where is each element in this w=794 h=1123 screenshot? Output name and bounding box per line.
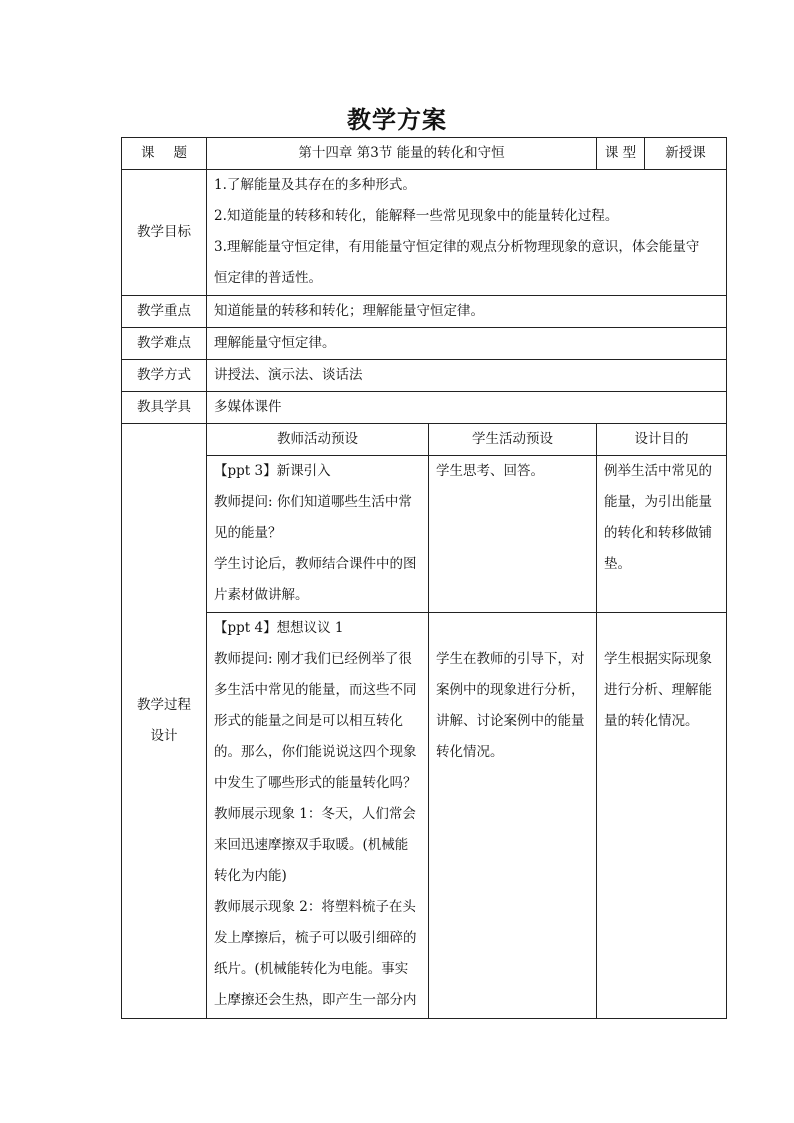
- key-points-value: 知道能量的转移和转化；理解能量守恒定律。: [207, 296, 727, 328]
- header-design-purpose: 设计目的: [597, 424, 727, 456]
- process-label: 教学过程 设计: [122, 424, 207, 1019]
- header-student-activity: 学生活动预设: [429, 424, 597, 456]
- difficult-points-value: 理解能量守恒定律。: [207, 328, 727, 360]
- process-header-row: [122, 424, 727, 456]
- header-teacher-activity: 教师活动预设: [207, 424, 429, 456]
- teaching-tools-value: 多媒体课件: [207, 392, 727, 424]
- row-teaching-tools: [122, 392, 727, 424]
- difficult-points-label: 教学难点: [122, 328, 207, 360]
- teaching-method-label: 教学方式: [122, 360, 207, 392]
- row-teaching-method: [122, 360, 727, 392]
- goal-line: 1.了解能量及其存在的多种形式。: [214, 177, 416, 193]
- process-row-1: [122, 456, 727, 613]
- key-points-label: 教学重点: [122, 296, 207, 328]
- goal-line: 2.知道能量的转移和转化，能解释一些常见现象中的能量转化过程。: [214, 208, 619, 224]
- student-activity: 学生思考、回答。: [429, 456, 597, 613]
- teaching-tools-label: 教具学具: [122, 392, 207, 424]
- lesson-type-value: 新授课: [645, 138, 727, 170]
- goal-line: 3.理解能量守恒定律，有用能量守恒定律的观点分析物理现象的意识，体会能量守: [214, 239, 700, 255]
- goal-line: 恒定律的普适性。: [214, 270, 322, 286]
- goals-content: [207, 170, 727, 296]
- goals-label: 教学目标: [122, 170, 207, 296]
- row-difficult-points: [122, 328, 727, 360]
- process-row-2: [122, 613, 727, 1019]
- student-activity: 学生在教师的引导下，对 案例中的现象进行分析， 讲解、讨论案例中的能量 转化情况。: [429, 613, 597, 1019]
- row-goals: [122, 170, 727, 296]
- page-title: 教学方案: [347, 105, 447, 134]
- row-key-points: [122, 296, 727, 328]
- teacher-activity: 【ppt 3】新课引入 教师提问: 你们知道哪些生活中常 见的能量？ 学生讨论后，教师结合课件中的图 片素材做讲解。: [207, 456, 429, 613]
- topic-label: 课 题: [122, 138, 207, 170]
- lesson-plan-table: [121, 137, 727, 1019]
- teaching-method-value: 讲授法、演示法、谈话法: [207, 360, 727, 392]
- topic-value: 第十四章 第3节 能量的转化和守恒: [207, 138, 597, 170]
- design-purpose: 学生根据实际现象 进行分析、理解能 量的转化情况。: [597, 613, 727, 1019]
- row-topic: [122, 138, 727, 170]
- design-purpose: 例举生活中常见的 能量，为引出能量 的转化和转移做铺 垫。: [597, 456, 727, 613]
- teacher-activity: 【ppt 4】想想议议 1 教师提问: 刚才我们已经例举了很 多生活中常见的能量，而这些不同 形式的能量之间是可以相互转化 的。那么，你们能说说这四个现象 中发生了哪些形式的能量转化吗？ 教师展示现象 1：冬天，人们常会 来回迅速摩擦双手取暖。(机械能 转化为内能) 教师展示现象 2：将塑料梳子在头 发上摩擦后，梳子可以吸引细碎的 纸片。(机械能转化为电能。事实 上摩擦还会生热，即产生一部分内: [207, 613, 429, 1019]
- lesson-type-label: 课 型: [597, 138, 645, 170]
